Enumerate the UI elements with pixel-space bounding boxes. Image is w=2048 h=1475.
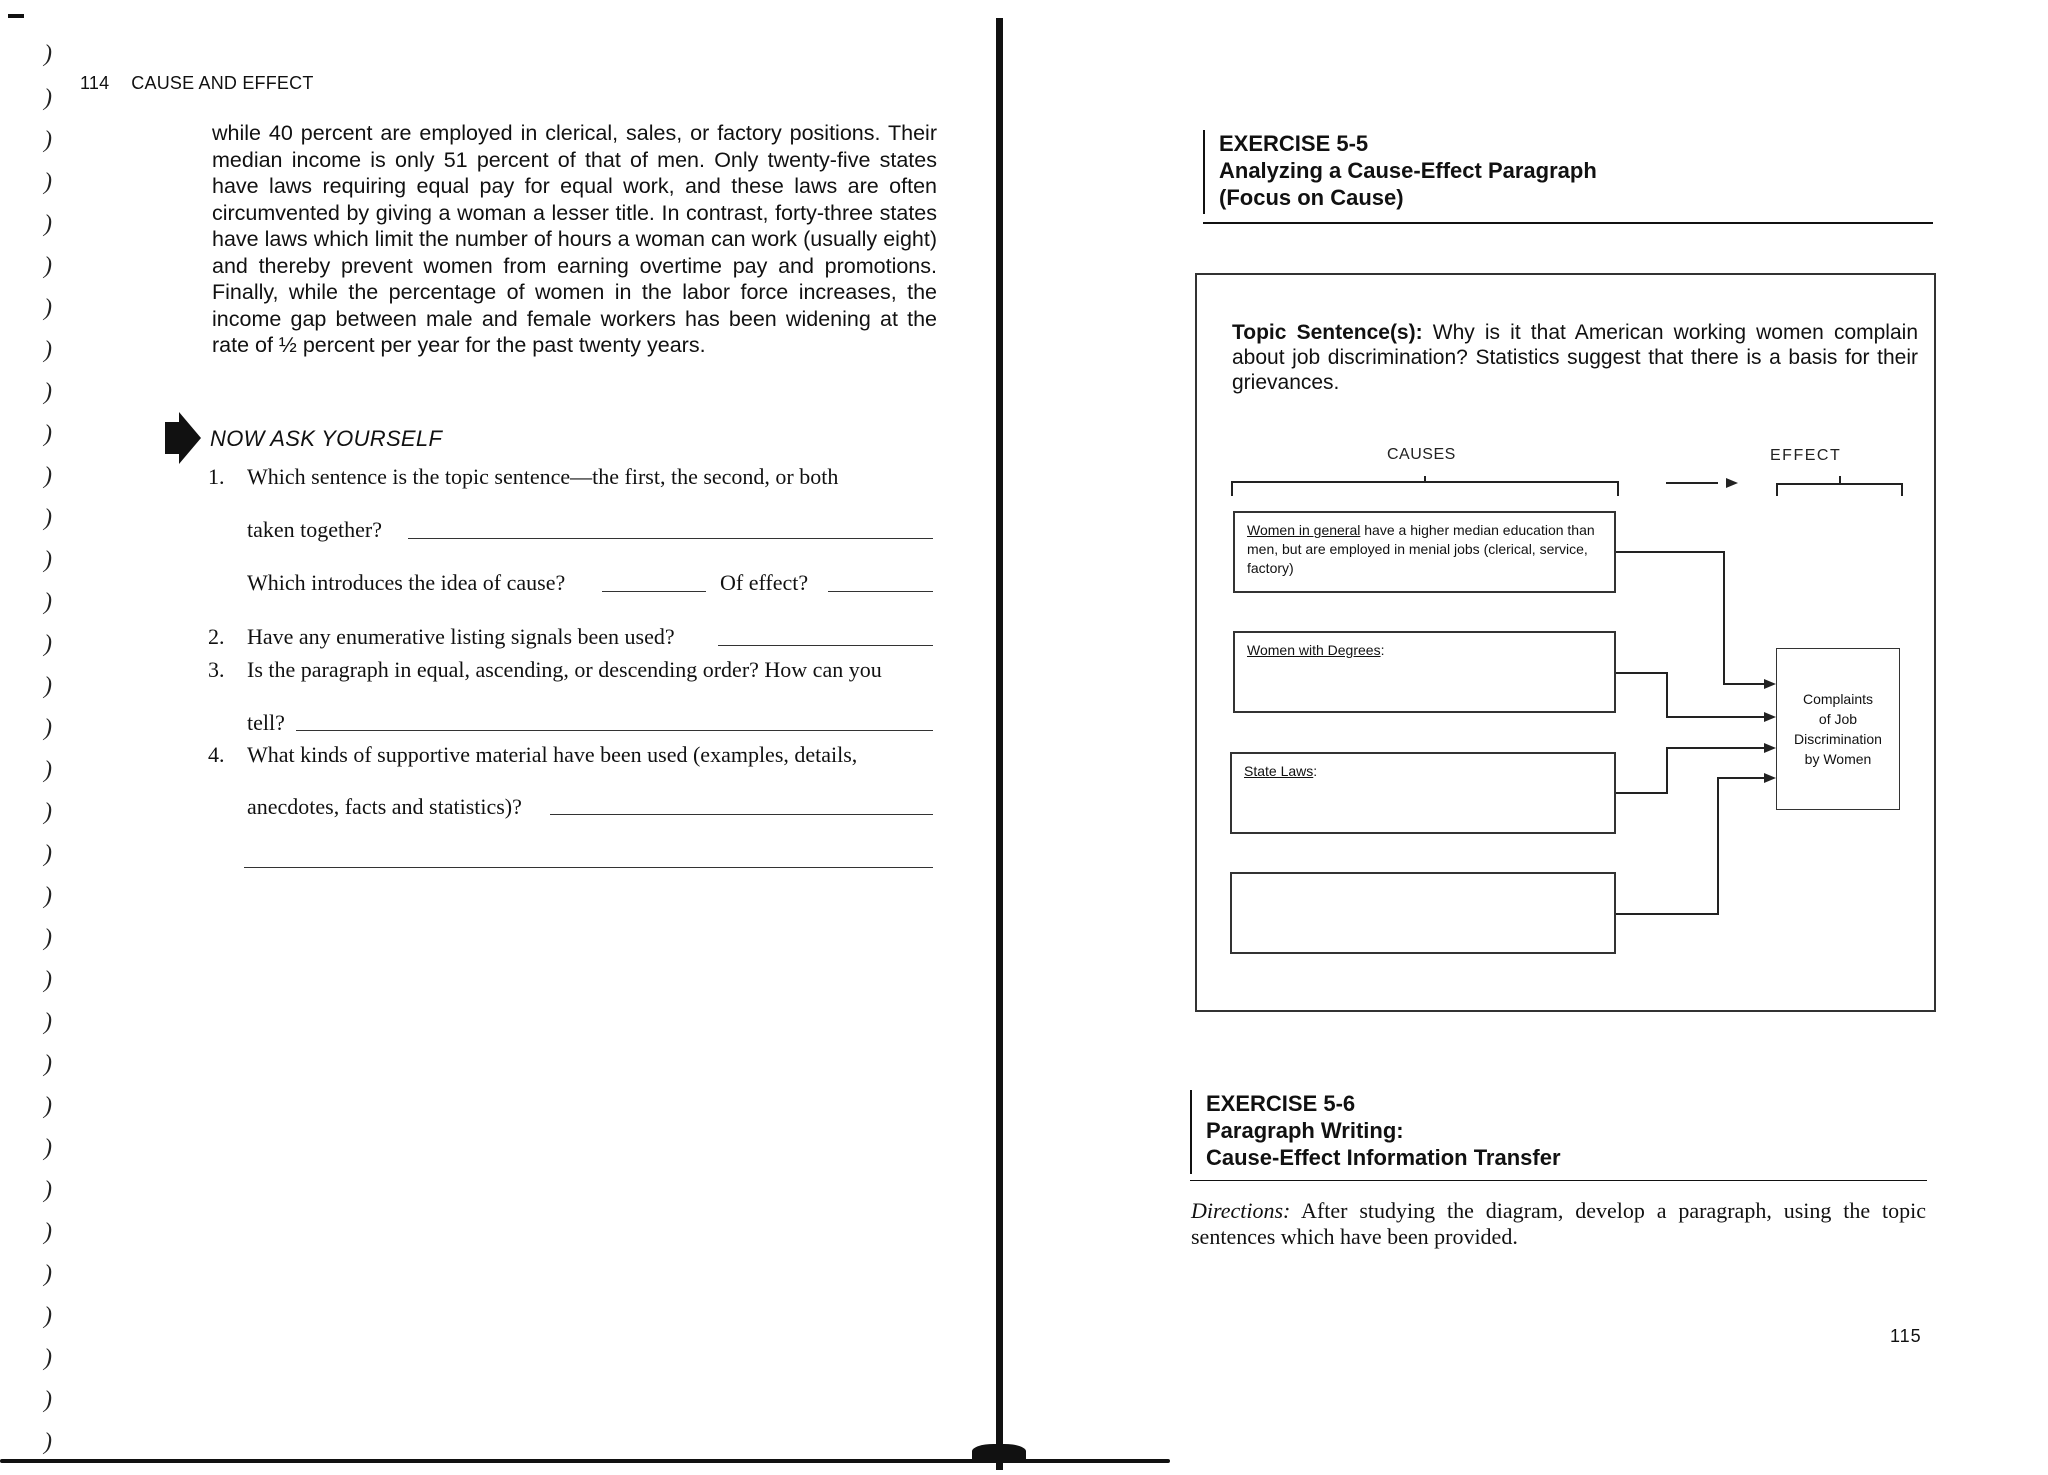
effect-line: Discrimination bbox=[1794, 731, 1882, 747]
binding-mark: ) bbox=[44, 883, 52, 909]
binding-mark: ) bbox=[44, 421, 52, 447]
binding-mark: ) bbox=[44, 463, 52, 489]
question-text: Which introduces the idea of cause? bbox=[247, 570, 566, 595]
question-text: tell? bbox=[247, 710, 285, 735]
binding-mark: ) bbox=[44, 589, 52, 615]
binding-mark: ) bbox=[44, 169, 52, 195]
question-text: What kinds of supportive material have been used (examples, details, bbox=[247, 742, 858, 767]
binding-mark: ) bbox=[44, 1429, 52, 1455]
arrowhead bbox=[1726, 478, 1738, 488]
binding-mark: ) bbox=[44, 1093, 52, 1119]
effect-line: Complaints bbox=[1802, 691, 1873, 707]
arrowhead bbox=[1764, 712, 1776, 722]
cause-label: State Laws bbox=[1244, 763, 1314, 779]
cause-box-1 bbox=[1233, 511, 1616, 593]
arrowhead bbox=[1764, 679, 1776, 689]
exercise-title: EXERCISE 5-5 bbox=[1219, 131, 1369, 156]
directions bbox=[1191, 1198, 1926, 1250]
binding-mark: ) bbox=[44, 799, 52, 825]
question-text: taken together? bbox=[247, 517, 382, 542]
cause-text: have a higher median education than men, but are employed in menial jobs (clerical, service, factory) bbox=[1247, 522, 1595, 576]
question-text: Of effect? bbox=[720, 570, 809, 595]
cause-label: Women in general bbox=[1247, 522, 1361, 538]
body-paragraph: while 40 percent are employed in clerical, sales, or factory positions. Their median income is only 51 percent of that of men. Only twenty-five states have laws requiring equal pay for equal work, and these laws are often circumvented by giving a woman a lesser title. In contrast, forty-three states have laws which limit the number of hours a woman can work (usually eight) and thereby prevent women from earning overtime pay and promotions. Finally, while the percentage of women in the labor force increases, the income gap between male and female workers has been widening at the rate of ½ percent per year for the past twenty years. bbox=[212, 121, 937, 357]
connector-4 bbox=[1614, 778, 1766, 914]
exercise-subtitle: Cause-Effect Information Transfer bbox=[1206, 1145, 1561, 1170]
exercise-subtitle: Paragraph Writing: bbox=[1206, 1118, 1404, 1143]
running-head-title: CAUSE AND EFFECT bbox=[131, 73, 314, 93]
binding-mark: ) bbox=[44, 715, 52, 741]
directions-text: After studying the diagram, develop a paragraph, using the topic sentences which have been provided. bbox=[1191, 1198, 1926, 1249]
exercise-subtitle: Analyzing a Cause-Effect Paragraph bbox=[1219, 158, 1597, 183]
question-text: Is the paragraph in equal, ascending, or descending order? How can you bbox=[247, 657, 882, 682]
binding-mark: ) bbox=[44, 1303, 52, 1329]
question-text: anecdotes, facts and statistics)? bbox=[247, 794, 522, 819]
question-text: Have any enumerative listing signals been used? bbox=[247, 624, 675, 649]
binding-mark: ) bbox=[44, 967, 52, 993]
causes-label: CAUSES bbox=[1387, 446, 1456, 463]
binding-mark: ) bbox=[44, 1009, 52, 1035]
question-text: Which sentence is the topic sentence—the first, the second, or both bbox=[247, 464, 839, 489]
question-number: 4. bbox=[208, 742, 225, 767]
effect-line: of Job bbox=[1818, 711, 1858, 727]
binding-mark: ) bbox=[44, 1219, 52, 1245]
binding-mark: ) bbox=[44, 379, 52, 405]
binding-mark: ) bbox=[44, 547, 52, 573]
causes-bracket bbox=[1232, 482, 1618, 496]
exercise-5-6-header bbox=[1190, 1090, 1561, 1174]
effect-box bbox=[1776, 648, 1900, 810]
effect-line: by Women bbox=[1804, 751, 1872, 767]
exercise-title: EXERCISE 5-6 bbox=[1206, 1091, 1356, 1116]
binding-mark: ) bbox=[44, 505, 52, 531]
effect-label: EFFECT bbox=[1770, 447, 1842, 464]
connector-2 bbox=[1614, 673, 1766, 717]
binding-mark: ) bbox=[44, 211, 52, 237]
cause-text: : bbox=[1380, 642, 1385, 658]
arrowhead bbox=[1764, 743, 1776, 753]
connector-3 bbox=[1614, 748, 1766, 793]
topic-label: Topic Sentence(s): bbox=[1232, 321, 1423, 344]
arrowhead bbox=[1764, 773, 1776, 783]
binding-mark: ) bbox=[44, 841, 52, 867]
binding-mark: ) bbox=[44, 1261, 52, 1287]
binding-mark: ) bbox=[44, 631, 52, 657]
cause-label: Women with Degrees bbox=[1247, 642, 1381, 658]
connector-1 bbox=[1614, 552, 1766, 684]
binding-mark: ) bbox=[44, 925, 52, 951]
binding-mark: ) bbox=[44, 1135, 52, 1161]
question-number: 3. bbox=[208, 657, 225, 682]
cause-text: : bbox=[1313, 763, 1318, 779]
question-number: 1. bbox=[208, 464, 225, 489]
binding-mark: ) bbox=[44, 757, 52, 783]
binding-mark: ) bbox=[44, 41, 52, 67]
question-number: 2. bbox=[208, 624, 225, 649]
cause-box-3[interactable] bbox=[1230, 752, 1616, 834]
binding-mark: ) bbox=[44, 85, 52, 111]
exercise-subtitle: (Focus on Cause) bbox=[1219, 185, 1404, 210]
ask-heading: NOW ASK YOURSELF bbox=[210, 426, 443, 451]
binding-mark: ) bbox=[44, 1345, 52, 1371]
binding-mark: ) bbox=[44, 337, 52, 363]
page-number-right: 115 bbox=[1890, 1326, 1922, 1346]
binding-mark: ) bbox=[44, 1051, 52, 1077]
cause-box-2[interactable] bbox=[1233, 631, 1616, 713]
binding-mark: ) bbox=[44, 673, 52, 699]
binding-mark: ) bbox=[44, 253, 52, 279]
binding-mark: ) bbox=[44, 127, 52, 153]
binding-mark: ) bbox=[44, 1387, 52, 1413]
exercise-rule bbox=[1190, 1180, 1927, 1181]
binding-mark: ) bbox=[44, 295, 52, 321]
cause-box-4[interactable] bbox=[1230, 872, 1616, 954]
page-number-left: 114 bbox=[80, 73, 110, 93]
binding-mark: ) bbox=[44, 1177, 52, 1203]
effect-bracket bbox=[1777, 484, 1902, 496]
directions-label: Directions: bbox=[1191, 1198, 1291, 1223]
topic-text: Why is it that American working women complain about job discrimination? Statistics suggest that there is a basis for their grievances. bbox=[1232, 321, 1918, 394]
